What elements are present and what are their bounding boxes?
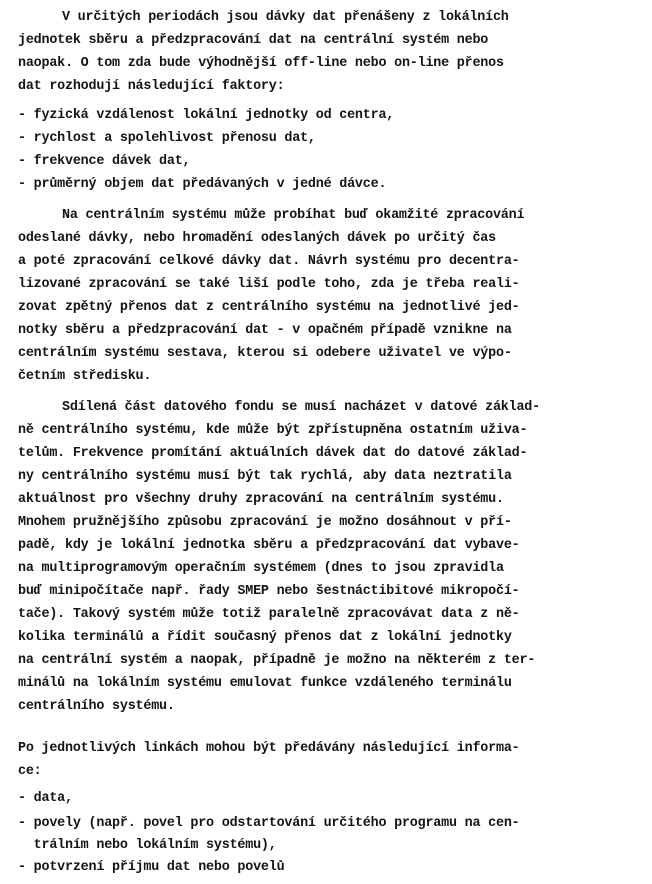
info-item: - data,	[18, 791, 73, 806]
paragraph-3-line-10: tače). Takový systém může totiž paralelně zpracovávat data z ně-	[18, 607, 520, 622]
paragraph-2-line-4: lizované zpracování se také liší podle toho, zda je třeba reali-	[18, 277, 520, 292]
factor-item: - průměrný objem dat předávaných v jedné dávce.	[18, 177, 387, 192]
info-item: - potvrzení příjmu dat nebo povelů	[18, 860, 285, 875]
paragraph-4-line-2: ce:	[18, 764, 42, 779]
paragraph-2-line-2: odeslané dávky, nebo hromadění odeslaných dávek po určitý čas	[18, 231, 496, 246]
paragraph-1-line-2: jednotek sběru a předzpracování dat na centrální systém nebo	[18, 33, 489, 48]
paragraph-3-line-14: centrálního systému.	[18, 699, 175, 714]
paragraph-3-line-6: Mnohem pružnějšího způsobu zpracování je možno dosáhnout v pří-	[18, 515, 512, 530]
paragraph-2-line-8: četním středisku.	[18, 369, 152, 384]
paragraph-1-line-4: dat rozhodují následující faktory:	[18, 79, 285, 94]
paragraph-2-line-5: zovat zpětný přenos dat z centrálního systému na jednotlivé jed-	[18, 300, 520, 315]
paragraph-3-line-11: kolika terminálů a řídit současný přenos dat z lokální jednotky	[18, 630, 512, 645]
paragraph-1-line-1: V určitých periodách jsou dávky dat přenášeny z lokálních	[62, 10, 509, 25]
paragraph-3-line-9: buď minipočítače např. řady SMEP nebo šestnáctibitové mikropočí-	[18, 584, 520, 599]
paragraph-3-line-1: Sdílená část datového fondu se musí nacházet v datové základ-	[62, 400, 540, 415]
paragraph-2-line-1: Na centrálním systému může probíhat buď okamžité zpracování	[62, 208, 525, 223]
paragraph-3-line-4: ny centrálního systému musí být tak rychlá, aby data neztratila	[18, 469, 512, 484]
factor-item: - rychlost a spolehlivost přenosu dat,	[18, 131, 316, 146]
paragraph-3-line-8: na multiprogramovým operačním systémem (dnes to jsou zpravidla	[18, 561, 504, 576]
paragraph-3-line-13: minálů na lokálním systému emulovat funkce vzdáleného terminálu	[18, 676, 512, 691]
paragraph-3-line-7: padě, kdy je lokální jednotka sběru a předzpracování dat vybave-	[18, 538, 520, 553]
info-item-continuation: trálním nebo lokálním systému),	[18, 838, 277, 853]
paragraph-2-line-3: a poté zpracování celkové dávky dat. Návrh systému pro decentra-	[18, 254, 520, 269]
paragraph-2-line-7: centrálním systému sestava, kterou si odebere uživatel ve výpo-	[18, 346, 512, 361]
paragraph-3-line-3: telům. Frekvence promítání aktuálních dávek dat do datové základ-	[18, 446, 528, 461]
info-item: - povely (např. povel pro odstartování určitého programu na cen-	[18, 816, 520, 831]
paragraph-3-line-12: na centrální systém a naopak, případně je možno na některém z ter-	[18, 653, 536, 668]
factor-item: - frekvence dávek dat,	[18, 154, 191, 169]
paragraph-3-line-2: ně centrálního systému, kde může být zpřístupněna ostatním uživa-	[18, 423, 528, 438]
paragraph-2-line-6: notky sběru a předzpracování dat - v opačném případě vznikne na	[18, 323, 512, 338]
paragraph-4-line-1: Po jednotlivých linkách mohou být předávány následující informa-	[18, 741, 520, 756]
paragraph-3-line-5: aktuálnost pro všechny druhy zpracování na centrálním systému.	[18, 492, 504, 507]
factor-item: - fyzická vzdálenost lokální jednotky od centra,	[18, 108, 395, 123]
paragraph-1-line-3: naopak. O tom zda bude výhodnější off-line nebo on-line přenos	[18, 56, 504, 71]
